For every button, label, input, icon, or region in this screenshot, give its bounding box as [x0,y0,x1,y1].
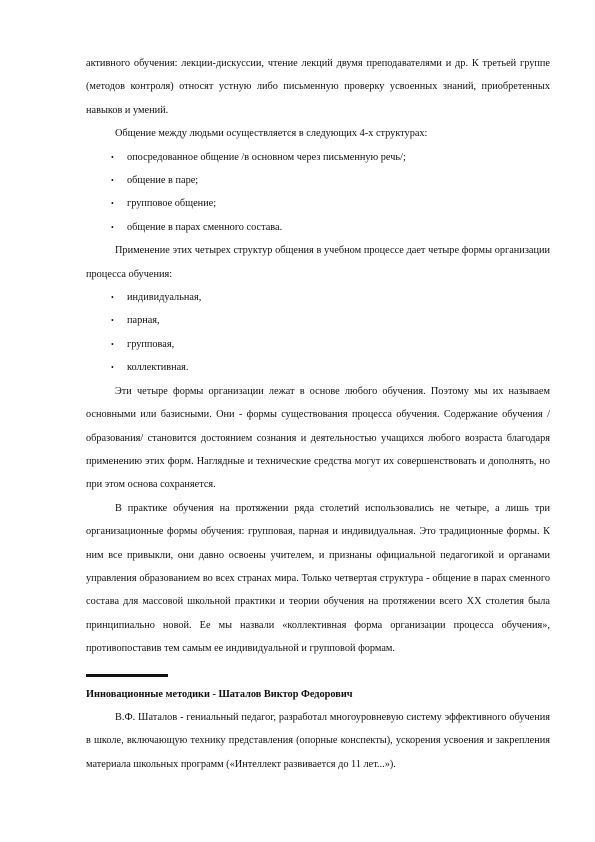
bullet-icon: • [111,222,114,232]
bullet-icon: • [111,152,114,162]
list-item-text: парная, [127,315,160,327]
organization-forms-list [86,286,550,380]
communication-structures-list [86,146,550,240]
list-item [86,309,550,332]
list-item [86,192,550,215]
list-item [86,169,550,192]
list-item-text: общение в паре; [127,175,199,187]
bullet-icon: • [111,199,114,209]
bullet-icon: • [111,339,114,349]
list-item [86,286,550,309]
list-item-text: групповое общение; [127,198,217,210]
list-item-text: опосредованное общение /в основном через письменную речь/; [127,151,406,163]
list-item [86,333,550,356]
bullet-icon: • [111,176,114,186]
list-item [86,216,550,239]
section-title: Инновационные методики - Шаталов Виктор Федорович [86,688,353,700]
list-item-text: общение в парах сменного состава. [127,221,283,233]
paragraph-forms-intro: Применение этих четырех структур общения в учебном процессе дает четыре формы организации процесса обучения: [86,245,550,280]
list-item-text: коллективная. [127,362,189,374]
bullet-icon: • [111,363,114,373]
bullet-icon: • [111,316,114,326]
list-item [86,356,550,379]
paragraph-shatalov: В.Ф. Шаталов - гениальный педагог, разработал многоуровневую систему эффективного обучения в школе, включающую технику представления (опорные конспекты), ускорения усвоения и закрепления материала школьных программ («Интеллект развивается до 11 лет...»). [86,711,550,770]
list-item-text: индивидуальная, [127,292,202,304]
bullet-icon: • [111,293,114,303]
paragraph-basic-forms: Эти четыре формы организации лежат в основе любого обучения. Поэтому мы их называем основными или базисными. Они - формы существования процесса обучения. Содержание обучения /образования/ становится достоянием сознания и деятельностью учащихся любого возраста благодаря применению этих форм. Наглядные и технические средства могут их совершенствовать и дополнять, но при этом основа сохраняется. [86,385,550,491]
paragraph-traditional-forms: В практике обучения на протяжении ряда столетий использовались не четыре, а лишь три организационные формы обучения: групповая, парная и индивидуальная. Это традиционные формы. К ним все привыкли, они давно освоены учителем, и признаны официальной педагогикой и органами управления образованием во всех странах мира. Только четвертая структура - общение в парах сменного состава для массовой школьной практики и теории обучения на протяжении всего XX столетия была принципиально новой. Ее мы назвали «коллективная форма организации процесса обучения», противопоставив тем самым ее индивидуальной и групповой формам. [86,502,550,655]
paragraph-active-learning: активного обучения: лекции-дискуссии, чтение лекций двумя преподавателями и др. К третьей группе (методов контроля) относят устную либо письменную проверку усвоенных знаний, приобретенных навыков и умений. [86,58,550,116]
paragraph-communication-structures-intro: Общение между людьми осуществляется в следующих 4-х структурах: [115,128,428,140]
list-item [86,146,550,169]
list-item-text: групповая, [127,338,175,350]
document-body [86,52,550,776]
section-divider [86,674,168,677]
